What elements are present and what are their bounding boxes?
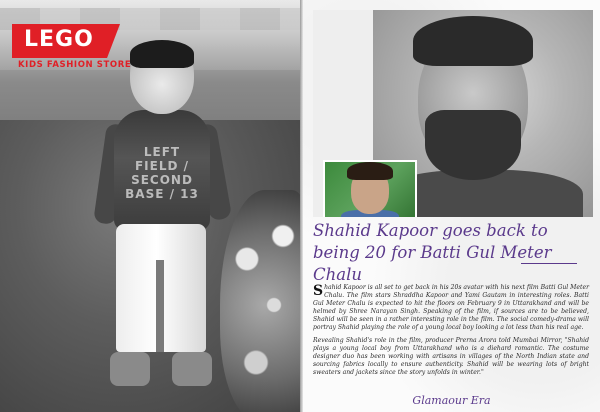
inset-hair	[347, 162, 393, 180]
article-paragraph-2: Revealing Shahid's role in the film, producer Prerna Arora told Mumbai Mirror, "Shahid plays a young local boy from Uttarakhand who is a diehard romantic. The costume designer duo has been working with artisans in villages of the North Indian state and sourcing fabrics locally to ensure authenticity. Shahid will be wearing lots of bright sweaters and jackets since the story unfolds in winter."	[313, 337, 589, 376]
magazine-footer: Glamaour Era	[412, 394, 491, 407]
hero-beard	[425, 110, 521, 180]
sweater-print: LEFT FIELD / SECOND BASE / 13	[125, 145, 199, 201]
article-title: Shahid Kapoor goes back to being 20 for Batti Gul Meter Chalu	[313, 221, 552, 284]
child-photo	[92, 40, 232, 400]
drop-cap: S	[313, 283, 324, 299]
child-left-shoe	[110, 352, 150, 386]
child-right-shoe	[172, 352, 212, 386]
child-hair	[130, 40, 194, 68]
article-page	[303, 0, 600, 412]
hero-photo	[313, 10, 593, 217]
brand-tagline: KIDS FASHION STORE	[18, 60, 132, 70]
hero-hair	[413, 16, 533, 66]
title-underline	[521, 263, 577, 264]
article-body	[313, 284, 589, 382]
brand-logo: LEGO	[24, 27, 94, 52]
paragraph-1-text: hahid Kapoor is all set to get back in his 20s avatar with his next film Batti Gul Meter Chalu. The film stars Shraddha Kapoor and Yami Gautam in interesting roles. Batti Gul Meter Chalu is expected to hit the floors on February 9 in Uttarakhand and will be helmed by Shree Narayan Singh. Speaking of the film, if sources are to be believed, Shahid will be seen in a rather interesting role in the film. The social comedy-drama will portray Shahid playing the role of a young local boy looking a lot less than his real age.	[313, 284, 589, 331]
article-paragraph-1	[313, 284, 589, 332]
pants-gap	[156, 260, 164, 352]
brand-badge	[0, 24, 138, 76]
inset-photo	[323, 160, 417, 217]
flower-bush	[220, 190, 300, 412]
